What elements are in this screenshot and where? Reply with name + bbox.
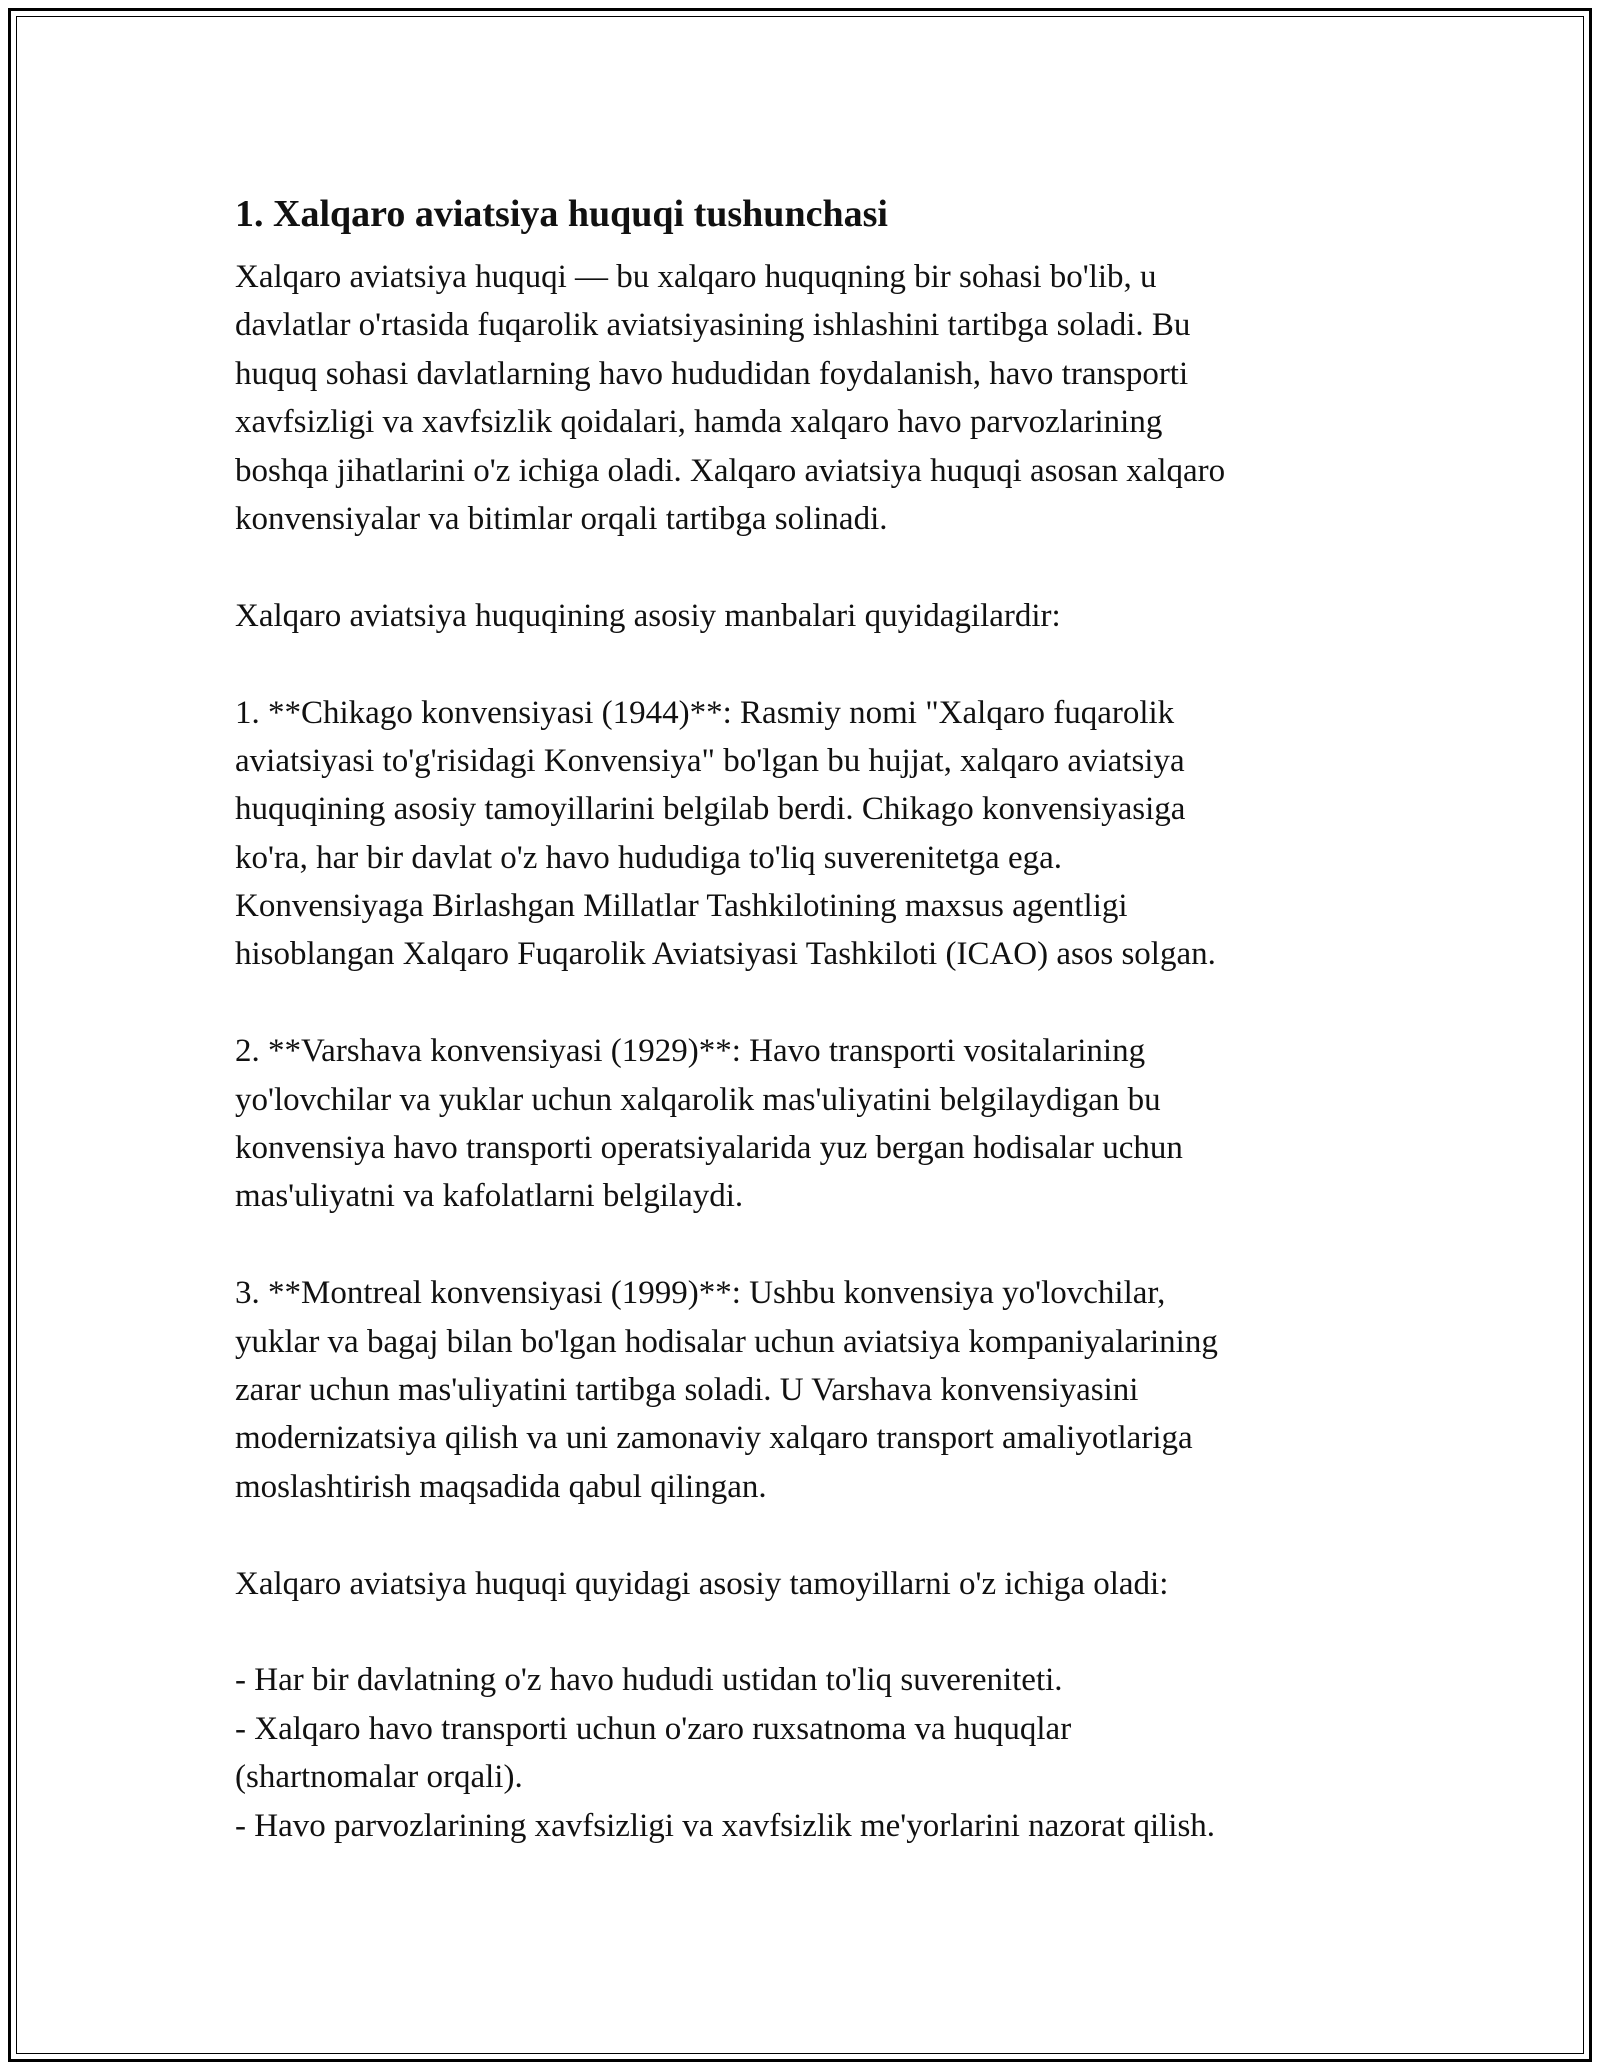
text-line: Konvensiyaga Birlashgan Millatlar Tashkilotining maxsus agentligi [235, 888, 1128, 925]
document-text [235, 253, 1365, 1850]
text-line: - Havo parvozlarining xavfsizligi va xavfsizlik me'yorlarini nazorat qilish. [235, 1807, 1216, 1844]
text-line: moslashtirish maqsadida qabul qilingan. [235, 1468, 767, 1505]
text-line: hisoblangan Xalqaro Fuqarolik Aviatsiyasi Tashkiloti (ICAO) asos solgan. [235, 936, 1216, 973]
document-title: 1. Xalqaro aviatsiya huquqi tushunchasi [235, 193, 888, 235]
blank-line [235, 1221, 1365, 1269]
text-line: (shartnomalar orqali). [235, 1759, 523, 1796]
text-line: - Har bir davlatning o'z havo hududi ustidan to'liq suvereniteti. [235, 1662, 1063, 1699]
text-line: Xalqaro aviatsiya huquqi — bu xalqaro huquqning bir sohasi bo'lib, u [235, 259, 1157, 295]
text-line: 2. **Varshava konvensiyasi (1929)**: Havo transporti vositalarining [235, 1033, 1146, 1070]
text-line: Xalqaro aviatsiya huquqi quyidagi asosiy tamoyillarni o'z ichiga oladi: [235, 1565, 1169, 1602]
blank-line [235, 543, 1365, 591]
text-line: mas'uliyatni va kafolatlarni belgilaydi. [235, 1178, 744, 1215]
blank-line [235, 1511, 1365, 1559]
text-line: huquqining asosiy tamoyillarini belgilab berdi. Chikago konvensiyasiga [235, 791, 1186, 828]
blank-line [235, 1608, 1365, 1656]
text-line: yuklar va bagaj bilan bo'lgan hodisalar uchun aviatsiya kompaniyalarining [235, 1323, 1218, 1360]
text-line: 1. **Chikago konvensiyasi (1944)**: Rasmiy nomi "Xalqaro fuqarolik [235, 694, 1175, 731]
document-body [235, 185, 1365, 1850]
blank-line [235, 640, 1365, 688]
text-line: konvensiya havo transporti operatsiyalarida yuz bergan hodisalar uchun [235, 1130, 1183, 1167]
text-line: konvensiyalar va bitimlar orqali tartibga solinadi. [235, 500, 888, 537]
text-line: aviatsiyasi to'g'risidagi Konvensiya" bo'lgan bu hujjat, xalqaro aviatsiya [235, 742, 1185, 779]
text-line: davlatlar o'rtasida fuqarolik aviatsiyasining ishlashini tartibga soladi. Bu [235, 307, 1191, 344]
text-line: 3. **Montreal konvensiyasi (1999)**: Ushbu konvensiya yo'lovchilar, [235, 1275, 1166, 1312]
text-line: boshqa jihatlarini o'z ichiga oladi. Xalqaro aviatsiya huquqi asosan xalqaro [235, 452, 1226, 489]
text-line: modernizatsiya qilish va uni zamonaviy xalqaro transport amaliyotlariga [235, 1420, 1193, 1457]
text-line: ko'ra, har bir davlat o'z havo hududiga to'liq suverenitetga ega. [235, 839, 1062, 876]
text-line: Xalqaro aviatsiya huquqining asosiy manbalari quyidagilardir: [235, 597, 1061, 634]
text-line: xavfsizligi va xavfsizlik qoidalari, hamda xalqaro havo parvozlarining [235, 404, 1163, 441]
text-line: yo'lovchilar va yuklar uchun xalqarolik mas'uliyatini belgilaydigan bu [235, 1081, 1161, 1118]
blank-line [235, 979, 1365, 1027]
text-line: huquq sohasi davlatlarning havo hududidan foydalanish, havo transporti [235, 355, 1189, 392]
text-line: - Xalqaro havo transporti uchun o'zaro ruxsatnoma va huquqlar [235, 1710, 1072, 1747]
text-line: zarar uchun mas'uliyatini tartibga soladi. U Varshava konvensiyasini [235, 1371, 1139, 1408]
